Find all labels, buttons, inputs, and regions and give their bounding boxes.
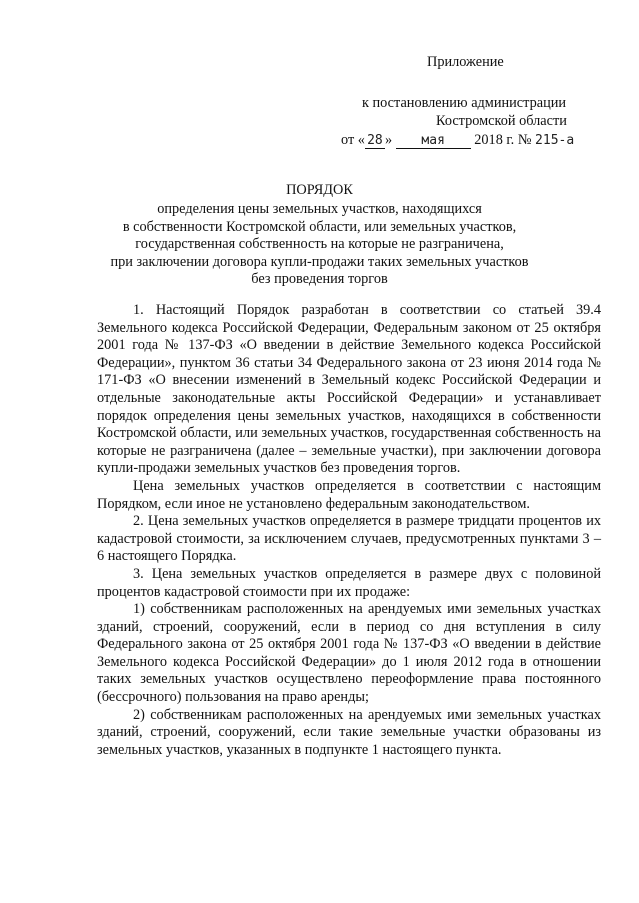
paragraph-3-item-2: 2) собственникам расположенных на арендуемых ими земельных участках зданий, строений, сооружений, если такие земельные участки образованы из земельных участков, указанных в подпункте 1 настоящего пункта. [97, 706, 601, 758]
date-mid: » [384, 132, 393, 148]
subtitle-line: без проведения торгов [251, 271, 388, 288]
resolution-number-field: 215-а [535, 133, 575, 148]
subtitle-line: в собственности Костромской области, или земельных участков, [122, 218, 517, 235]
header-line-resolution: к постановлению администрации [362, 95, 567, 111]
appendix-label: Приложение [427, 54, 504, 70]
date-year: 2018 г. № [474, 132, 532, 148]
subtitle-line: государственная собственность на которые не разграничена, [135, 236, 504, 253]
subtitle-line: при заключении договора купли-продажи таких земельных участков [110, 253, 529, 270]
date-prefix: от « [341, 132, 365, 148]
paragraph-2: 2. Цена земельных участков определяется в размере тридцати процентов их кадастровой стоимости, за исключением случаев, предусмотренных пунктами 3 – 6 настоящего Порядка. [97, 513, 601, 565]
document-subtitle [0, 201, 639, 289]
subtitle-line: определения цены земельных участков, находящихся [157, 201, 482, 217]
header-line-region: Костромской области [436, 113, 567, 129]
date-day-field: 28 [365, 133, 385, 149]
date-month-field: мая [396, 133, 471, 149]
paragraph-3-item-1: 1) собственникам расположенных на арендуемых ими земельных участках зданий, строений, сооружений, если в период со дня вступления в силу Федерального закона от 25 октября 2001 года № 137-ФЗ «О введении в действие Земельного кодекса Российской Федерации» до 1 июля 2012 года в отношении таких земельных участков осуществлено переоформление права постоянного (бессрочного) пользования на право аренды; [97, 601, 601, 706]
document-body [97, 302, 601, 759]
paragraph-price-note: Цена земельных участков определяется в соответствии с настоящим Порядком, если иное не установлено федеральным законодательством. [97, 477, 601, 512]
paragraph-3: 3. Цена земельных участков определяется в размере двух с половиной процентов кадастровой стоимости при их продаже: [97, 565, 601, 600]
header-date-line [341, 132, 579, 150]
paragraph-1: 1. Настоящий Порядок разработан в соответствии со статьей 39.4 Земельного кодекса Российской Федерации, Федеральным законом от 25 октября 2001 года № 137-ФЗ «О введении в действие Земельного кодекса Российской Федерации», пунктом 36 статьи 34 Федерального закона от 23 июня 2014 года № 171-ФЗ «О внесении изменений в Земельный кодекс Российской Федерации и отдельные законодательные акты Российской Федерации» и устанавливает порядок определения цены земельных участков, находящихся в собственности Костромской области, или земельных участков, государственная собственность на которые не разграничена (далее – земельные участки), при заключении договора купли-продажи земельных участков без проведения торгов. [97, 302, 601, 477]
document-title: ПОРЯДОК [286, 182, 353, 198]
